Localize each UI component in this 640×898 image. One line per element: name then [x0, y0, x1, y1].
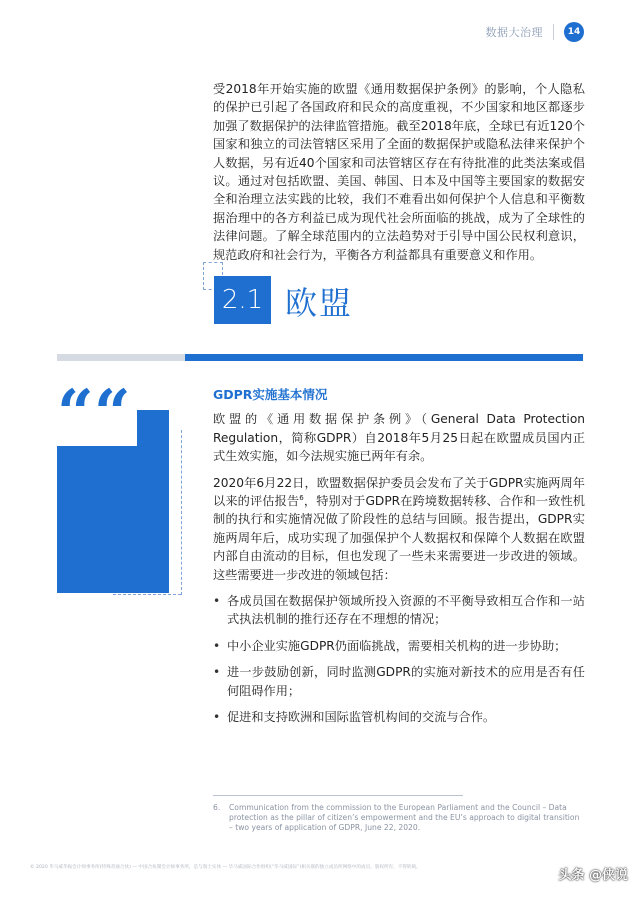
footnote [213, 803, 585, 834]
footnote-ref[interactable]: 6 [299, 493, 304, 502]
header-title: 数据大治理 [485, 26, 543, 39]
section-number: 2.1 [214, 276, 271, 324]
intro-paragraph: 受2018年开始实施的欧盟《通用数据保护条例》的影响，个人隐私的保护已引起了各国政府和民众的高度重视，不少国家和地区都逐步加强了数据保护的法律监管措施。截至2018年底，全球已有近120个国家和独立的司法管辖区采用了全面的数据保护或隐私法律来保护个人数据，另有近40个国家和司法管辖区存在有待批准的此类法案或倡议。通过对包括欧盟、美国、韩国、日本及中国等主要国家的数据安全和治理立法实践的比较，我们不难看出如何保护个人信息和平衡数据治理中的各方利益已成为现代社会所面临的挑战，成为了全球性的法律问题。了解全球范围内的立法趋势对于引导中国公民权利意识，规范政府和社会行为，平衡各方利益都具有重要意义和作用。 [213, 82, 585, 262]
page-footer: © 2020 毕马威华振会计师事务所(特殊普通合伙) — 中国合伙制会计师事务所，是与瑞士实体 — 毕马威国际合作组织(“毕马威国际”)相关联的独立成员所网络中的成员。版权所有，不得转载。 [30, 865, 421, 870]
footnote-number: 6. [213, 803, 221, 812]
quote-panel [57, 376, 183, 602]
paragraph-1: 欧盟的《通用数据保护条例》（General Data Protection Regulation，简称GDPR）自2018年5月25日起在欧盟成员国内正式生效实施，如今法规实施已两年有余。 [213, 412, 585, 464]
list-item: • 各成员国在数据保护领域所投入资源的不平衡导致相互合作和一站式执法机制的推行还存在不理想的情况； [213, 592, 585, 629]
watermark [558, 864, 628, 883]
improvement-list [213, 592, 585, 726]
quote-outline-bottom [113, 594, 181, 595]
section-divider-blue [185, 354, 583, 361]
quote-outline-right [181, 430, 182, 595]
paragraph-2: 2020年6月22日，欧盟数据保护委员会发布了关于GDPR实施两周年以来的评估报告$^6$，特别对于GDPR在跨境数据转移、合作和一致性机制的执行和实施情况做了阶段性的总结与回顾。报告提出，GDPR实施两周年后，成功实现了加强保护个人数据权和保障个人数据在欧盟内部自由流动的目标，但也发现了一些未来需要进一步改进的领域。这些需要进一步改进的领域包括： [213, 475, 585, 582]
section-divider-gray [57, 354, 185, 361]
page-header [486, 22, 585, 42]
footnote-rule [213, 795, 463, 796]
header-divider [553, 24, 554, 40]
quote-marks-icon: ““ [57, 382, 137, 446]
watermark-text: 头条 @侠说 [558, 868, 628, 883]
page-number-badge: 14 [564, 22, 584, 42]
main-content [213, 386, 585, 735]
list-item: • 进一步鼓励创新，同时监测GDPR的实施对新技术的应用是否有任何阻碍作用； [213, 663, 585, 700]
subheading: GDPR实施基本情况 [213, 387, 328, 402]
list-item: • 促进和支持欧洲和国际监管机构间的交流与合作。 [213, 708, 585, 726]
section-title: 欧盟 [285, 284, 354, 322]
list-item: • 中小企业实施GDPR仍面临挑战，需要相关机构的进一步协助； [213, 637, 585, 655]
footnote-text: Communication from the commission to the European Parliament and the Council – Data protection as the pillar of citizen’s empowerment and the EU’s approach to digital transition – two years of application of GDPR, June 22, 2020. [229, 803, 580, 833]
section-heading [203, 258, 403, 326]
